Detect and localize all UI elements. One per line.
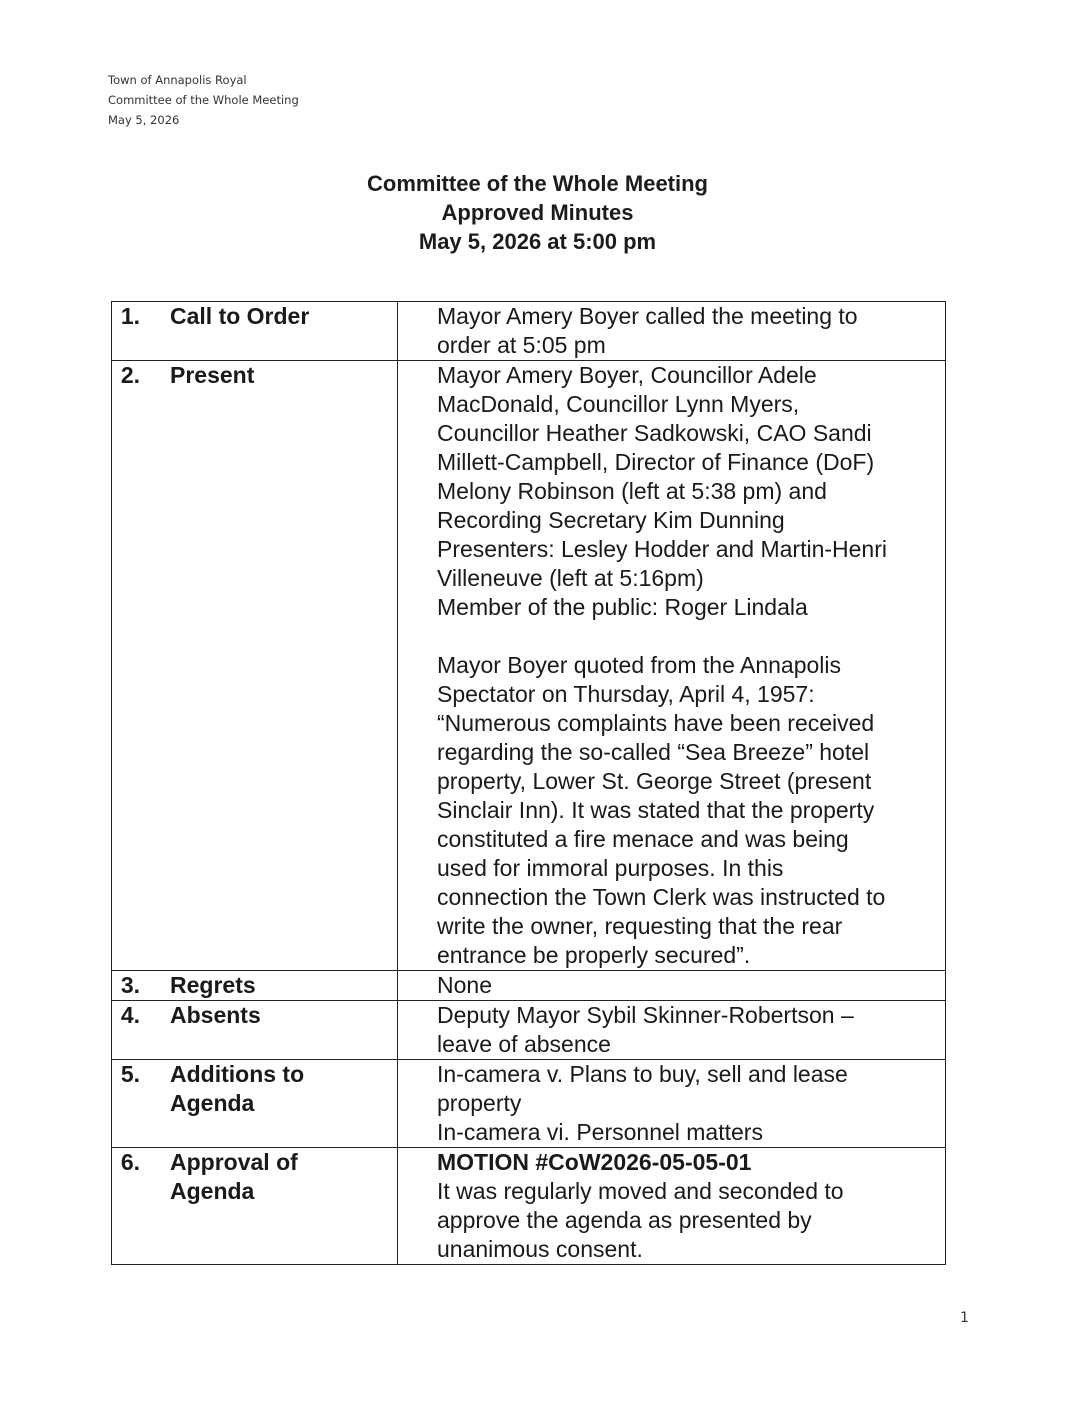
item-content: In-camera v. Plans to buy, sell and lease property In-camera vi. Personnel matters [437,1061,848,1145]
title-date: May 5, 2026 at 5:00 pm [418,229,657,254]
motion-number: MOTION #CoW2026-05-05-01 [437,1149,752,1175]
table-row [112,1148,946,1265]
item-title: Additions to Agenda [170,1061,305,1116]
table-row [112,302,946,361]
item-content-cell [398,1001,946,1060]
item-content-cell [398,1060,946,1148]
item-number: 3. [120,972,140,998]
item-number: 6. [120,1149,140,1175]
item-title: Absents [170,1002,261,1028]
item-title: Approval of Agenda [170,1149,298,1204]
item-title: Call to Order [170,303,310,329]
historical-quote: Mayor Boyer quoted from the Annapolis Spectator on Thursday, April 4, 1957: “Numerous complaints have been received regarding the so-called “Sea Breeze” hotel property, Lower St. George Street (present Sinclair Inn). It was stated that the property constituted a fire menace and was being used for immoral purposes. In this connection the Town Clerk was instructed to write the owner, requesting that the rear entrance be properly secured”. [437,652,886,968]
item-content: It was regularly moved and seconded to approve the agenda as presented by unanimous consent. [437,1178,844,1262]
header-date: May 5, 2026 [108,113,180,127]
minutes-table [111,301,946,1265]
item-number: 4. [120,1002,140,1028]
item-number: 1. [120,303,140,329]
item-label-cell [112,1060,398,1148]
item-label-cell [112,302,398,361]
page-header [108,70,299,130]
table-row [112,361,946,971]
header-meeting: Committee of the Whole Meeting [108,93,299,107]
item-content: Deputy Mayor Sybil Skinner-Robertson – leave of absence [437,1002,854,1057]
title-meeting: Committee of the Whole Meeting [367,171,708,196]
document-title [0,169,1075,256]
item-content-cell [398,302,946,361]
item-label-cell [112,971,398,1001]
item-content-cell [398,361,946,971]
item-content-cell [398,971,946,1001]
item-label-cell [112,361,398,971]
item-label-cell [112,1001,398,1060]
attendees-list: Mayor Amery Boyer, Councillor Adele MacDonald, Councillor Lynn Myers, Councillor Heather Sadkowski, CAO Sandi Millett-Campbell, Director of Finance (DoF) Melony Robinson (left at 5:38 pm) and Recording Secretary Kim Dunning Presenters: Lesley Hodder and Martin-Henri Villeneuve (left at 5:16pm) Member of the public: Roger Lindala [437,362,887,620]
page-number: 1 [960,1310,969,1326]
header-town: Town of Annapolis Royal [108,73,247,87]
paragraph-gap [437,622,939,651]
item-label-cell [112,1148,398,1265]
item-number: 5. [120,1061,140,1087]
item-title: Present [170,362,255,388]
title-status: Approved Minutes [441,200,634,225]
item-content: Mayor Amery Boyer called the meeting to order at 5:05 pm [437,303,858,358]
item-title: Regrets [170,972,256,998]
table-row [112,1060,946,1148]
table-row [112,971,946,1001]
table-row [112,1001,946,1060]
item-content-cell [398,1148,946,1265]
item-number: 2. [120,362,140,388]
item-content: None [437,972,492,998]
